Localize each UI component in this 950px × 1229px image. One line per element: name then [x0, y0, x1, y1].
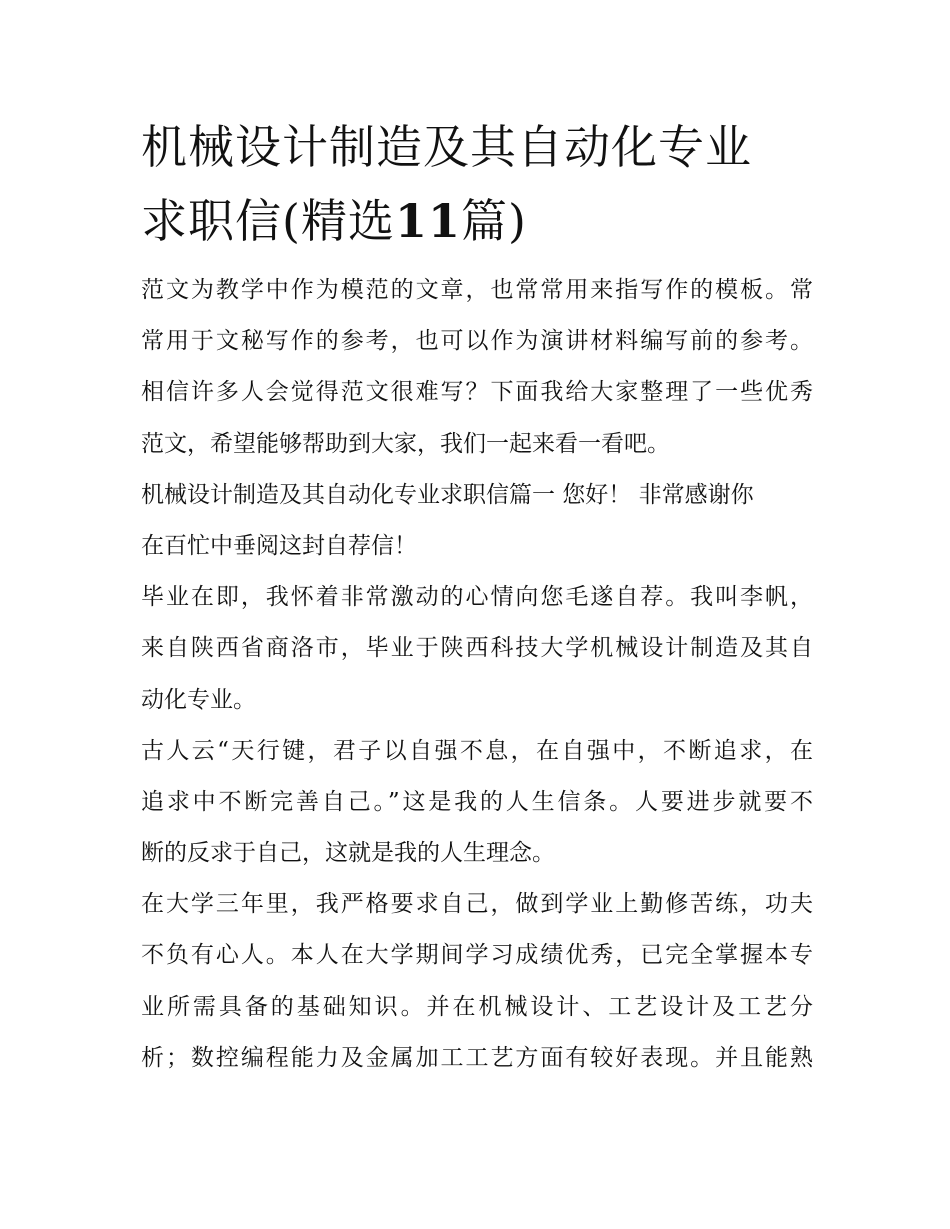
text-line: 在大学三年里，我严格要求自己，做到学业上勤修苦练，功夫 [141, 891, 813, 918]
text-line: 毕业在即，我怀着非常激动的心情向您毛遂自荐。我叫李帆， [141, 584, 813, 611]
text-line: 机械设计制造及其自动化专业求职信篇一 您好！ 非常感谢你 [141, 481, 754, 508]
title-line-2-text: 求职信(精选 [141, 194, 395, 248]
paragraph-greeting [141, 470, 813, 572]
text-line: 追求中不断完善自己。”这是我的人生信条。人要进步就要不 [141, 788, 813, 815]
paragraph-university [141, 879, 813, 1084]
paragraph-motto [141, 726, 813, 880]
document-page [141, 110, 813, 1084]
document-title [141, 110, 813, 258]
text-line: 范文，希望能够帮助到大家，我们一起来看一看吧。 [141, 430, 670, 457]
text-line: 断的反求于自己，这就是我的人生理念。 [141, 840, 555, 867]
title-line-1: 机械设计制造及其自动化专业 [141, 120, 752, 174]
text-line: 来自陕西省商洛市，毕业于陕西科技大学机械设计制造及其自 [141, 635, 813, 662]
text-line: 相信许多人会觉得范文很难写？下面我给大家整理了一些优秀 [141, 379, 813, 406]
title-article-count: 11 [394, 194, 461, 248]
document-body [141, 265, 813, 1084]
text-line: 在百忙中垂阅这封自荐信！ [141, 532, 417, 559]
paragraph-intro [141, 265, 813, 470]
text-line: 范文为教学中作为模范的文章，也常常用来指写作的模板。常 [141, 277, 813, 303]
title-line-2-end: 篇) [460, 194, 527, 248]
text-line: 古人云“天行键，君子以自强不息，在自强中，不断追求，在 [141, 737, 813, 764]
text-line: 析；数控编程能力及金属加工工艺方面有较好表现。并且能熟 [141, 1044, 813, 1071]
text-line: 业所需具备的基础知识。并在机械设计、工艺设计及工艺分 [141, 993, 813, 1020]
text-line: 不负有心人。本人在大学期间学习成绩优秀，已完全掌握本专 [141, 942, 813, 969]
title-line-2 [141, 184, 813, 258]
text-line: 常用于文秘写作的参考，也可以作为演讲材料编写前的参考。 [141, 328, 813, 355]
paragraph-introduction [141, 572, 813, 726]
text-line: 动化专业。 [141, 686, 256, 713]
